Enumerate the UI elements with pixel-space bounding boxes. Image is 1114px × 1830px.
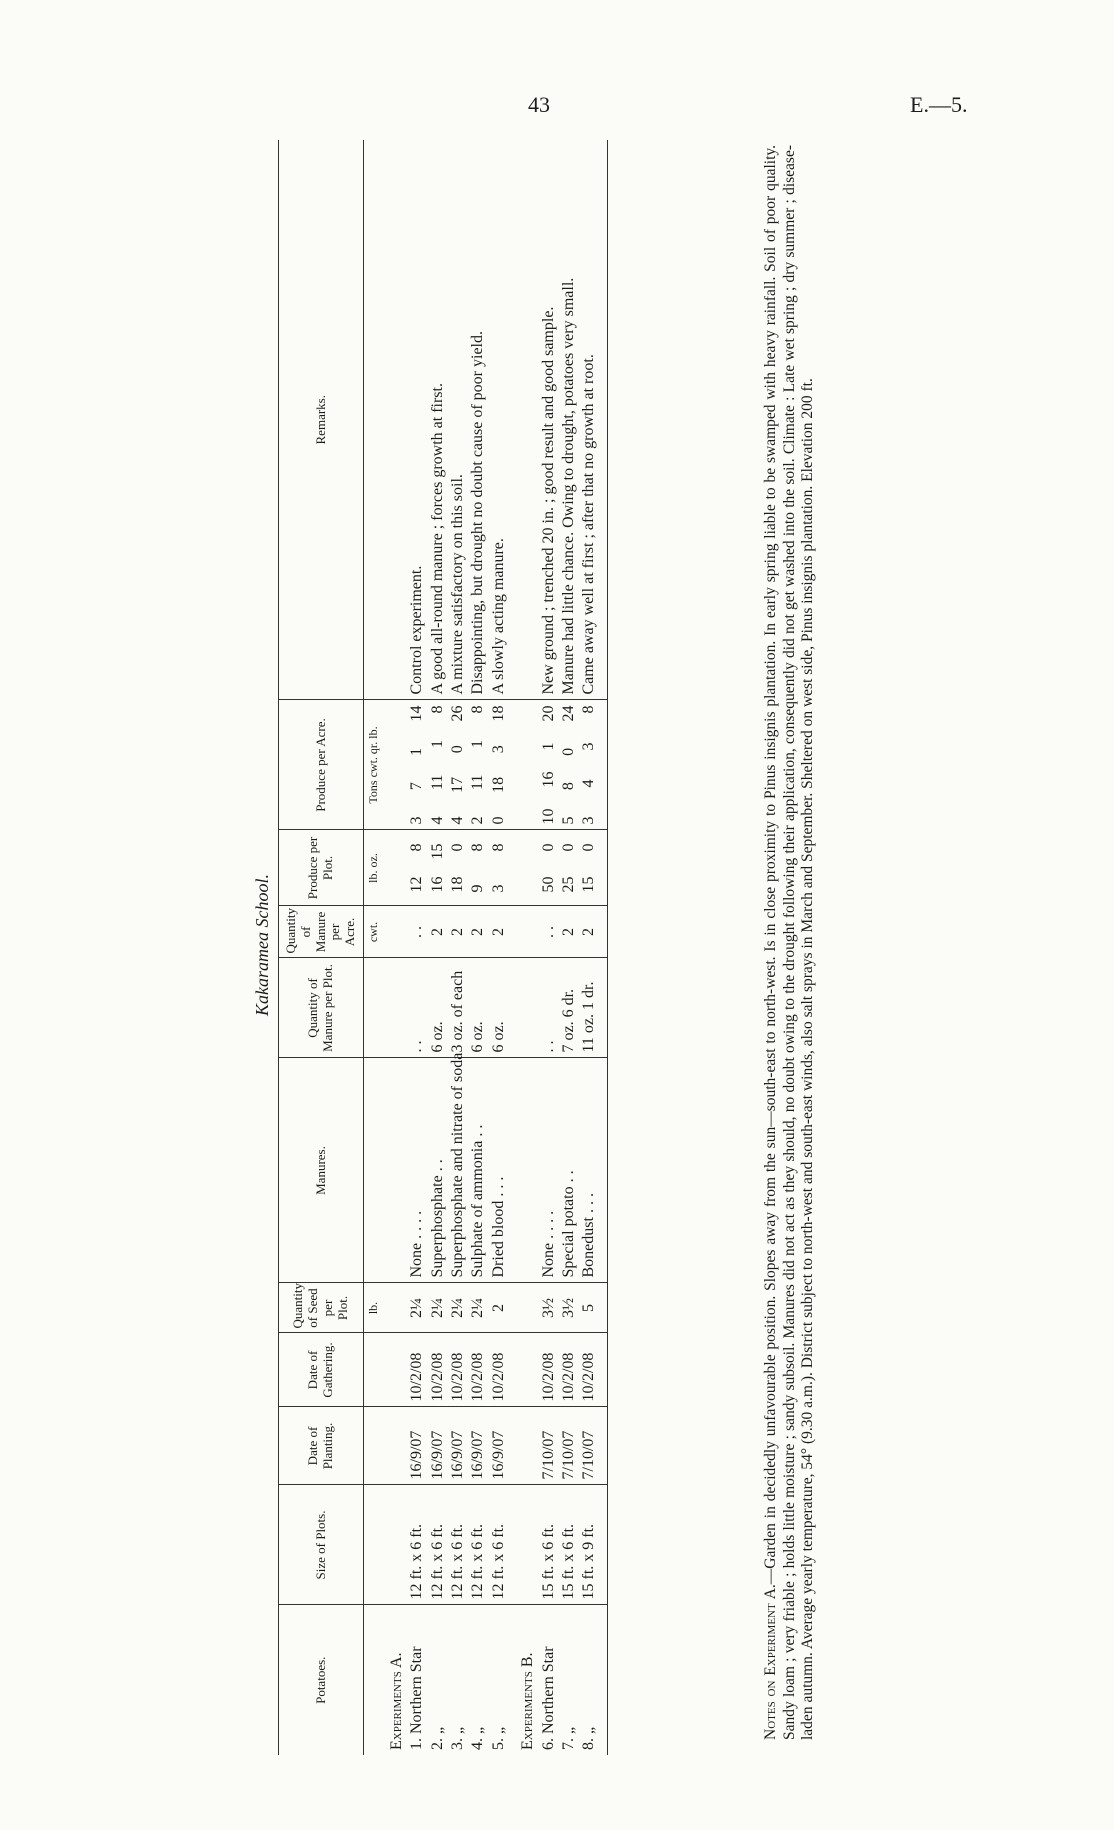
row-manure: Superphosphate and nitrate of soda	[448, 1058, 468, 1283]
row-produce-acre	[539, 700, 559, 830]
produce-plot-oz: 0	[539, 843, 557, 852]
row-gathering: 10/2/08	[448, 1333, 468, 1407]
row-remarks: A slowly acting manure.	[489, 140, 509, 700]
row-produce-plot	[539, 830, 559, 906]
row-manure-acre: 2	[579, 906, 607, 958]
row-seed: 3½	[539, 1283, 559, 1333]
produce-plot-oz: 8	[489, 843, 507, 852]
produce-plot-lb: 50	[539, 876, 557, 893]
document-reference: E.—5.	[910, 92, 968, 117]
produce-acre-lb: 26	[448, 705, 466, 722]
experiment-notes	[762, 145, 818, 1740]
row-size: 12 ft. x 6 ft.	[428, 1485, 448, 1605]
row-gathering: 10/2/08	[428, 1333, 448, 1407]
row-manure-plot: 7 oz. 6 dr.	[559, 958, 579, 1058]
row-planting: 16/9/07	[448, 1407, 468, 1485]
row-manure-acre: 2	[489, 906, 509, 958]
row-seed: 3½	[559, 1283, 579, 1333]
produce-acre-lb: 14	[408, 705, 426, 722]
unit-produce-acre: Tons cwt. qr. lb.	[364, 700, 387, 830]
col-planting: Date of Planting.	[279, 1407, 364, 1485]
produce-acre-tons: 10	[539, 808, 557, 825]
rotated-content	[250, 130, 890, 1760]
units-row	[364, 140, 387, 1755]
produce-acre-lb: 8	[469, 705, 487, 714]
produce-plot-lb: 3	[489, 884, 507, 893]
produce-acre-tons: 5	[559, 816, 577, 825]
produce-plot-oz: 0	[580, 843, 598, 852]
group-label-a: Experiments A.	[387, 1652, 405, 1750]
row-planting: 16/9/07	[428, 1407, 448, 1485]
row-manure: None . . . .	[407, 1058, 427, 1283]
table-row	[448, 140, 468, 1755]
table-row	[559, 140, 579, 1755]
produce-acre-cwt: 17	[448, 776, 466, 793]
produce-acre-lb: 8	[580, 705, 598, 714]
produce-acre-lb: 24	[559, 705, 577, 722]
table-row	[489, 140, 509, 1755]
col-remarks: Remarks.	[279, 140, 364, 700]
produce-acre-tons: 0	[489, 816, 507, 825]
row-planting: 7/10/07	[539, 1407, 559, 1485]
col-produce-plot: Produce per Plot.	[279, 830, 364, 906]
col-produce-acre: Produce per Acre.	[279, 700, 364, 830]
row-manure: Superphosphate . .	[428, 1058, 448, 1283]
row-seed: 2¼	[448, 1283, 468, 1333]
row-manure-acre: 2	[468, 906, 488, 958]
row-seed: 5	[579, 1283, 607, 1333]
produce-acre-cwt: 8	[559, 782, 577, 791]
row-manure-plot: . .	[539, 958, 559, 1058]
row-potato: 1. Northern Star	[408, 1646, 426, 1750]
produce-plot-lb: 9	[469, 884, 487, 893]
row-manure-plot: 6 oz.	[468, 958, 488, 1058]
row-potato: 4. „	[469, 1726, 487, 1750]
row-gathering: 10/2/08	[579, 1333, 607, 1407]
row-gathering: 10/2/08	[559, 1333, 579, 1407]
produce-acre-cwt: 11	[469, 774, 487, 790]
row-planting: 16/9/07	[489, 1407, 509, 1485]
row-manure: Dried blood . . .	[489, 1058, 509, 1283]
table-row	[579, 140, 607, 1755]
row-produce-plot	[448, 830, 468, 906]
col-potatoes: Potatoes.	[279, 1605, 364, 1755]
row-potato: 8. „	[579, 1605, 607, 1755]
row-manure-acre: 2	[559, 906, 579, 958]
produce-acre-qr: 3	[580, 742, 598, 751]
row-produce-plot	[489, 830, 509, 906]
row-produce-acre	[489, 700, 509, 830]
produce-plot-oz: 0	[448, 843, 466, 852]
row-gathering: 10/2/08	[489, 1333, 509, 1407]
produce-acre-qr: 0	[559, 747, 577, 756]
produce-plot-oz: 0	[559, 843, 577, 852]
row-remarks: A good all-round manure ; forces growth at first.	[428, 140, 448, 700]
group-row	[509, 140, 538, 1755]
page-number: 43	[528, 92, 550, 117]
row-produce-acre	[559, 700, 579, 830]
col-manure-acre: Quantity of Manure per Acre.	[279, 906, 364, 958]
row-manure-plot: 11 oz. 1 dr.	[579, 958, 607, 1058]
produce-acre-tons: 3	[580, 816, 598, 825]
produce-plot-oz: 8	[408, 843, 426, 852]
row-planting: 7/10/07	[579, 1407, 607, 1485]
row-potato: 3. „	[448, 1726, 466, 1750]
row-produce-plot	[407, 830, 427, 906]
row-manure-plot: . .	[407, 958, 427, 1058]
unit-manure-acre: cwt.	[364, 906, 387, 958]
unit-produce-plot: lb. oz.	[364, 830, 387, 906]
col-manure-plot: Quantity of Manure per Plot.	[279, 958, 364, 1058]
produce-acre-qr: 1	[539, 742, 557, 751]
row-seed: 2¼	[468, 1283, 488, 1333]
row-remarks: New ground ; trenched 20 in. ; good result and good sample.	[539, 140, 559, 700]
row-remarks: Manure had little chance. Owing to drought, potatoes very small.	[559, 140, 579, 700]
produce-acre-qr: 1	[408, 747, 426, 756]
row-produce-plot	[468, 830, 488, 906]
produce-acre-tons: 3	[408, 816, 426, 825]
row-produce-acre	[579, 700, 607, 830]
row-produce-acre	[428, 700, 448, 830]
produce-acre-cwt: 11	[428, 774, 446, 790]
produce-acre-lb: 20	[539, 705, 557, 722]
row-remarks: Disappointing, but drought no doubt cause of poor yield.	[468, 140, 488, 700]
produce-acre-cwt: 4	[580, 779, 598, 788]
potato-experiment-table	[278, 140, 608, 1755]
row-remarks: A mixture satisfactory on this soil.	[448, 140, 468, 700]
row-potato: 2. „	[428, 1726, 446, 1750]
row-produce-plot	[559, 830, 579, 906]
produce-acre-tons: 4	[428, 816, 446, 825]
row-manure-acre: 2	[448, 906, 468, 958]
row-produce-plot	[579, 830, 607, 906]
row-size: 15 ft. x 6 ft.	[559, 1485, 579, 1605]
row-manure-plot: 6 oz.	[428, 958, 448, 1058]
row-planting: 16/9/07	[407, 1407, 427, 1485]
produce-acre-qr: 0	[448, 745, 466, 754]
produce-plot-oz: 8	[469, 843, 487, 852]
row-planting: 7/10/07	[559, 1407, 579, 1485]
row-size: 15 ft. x 9 ft.	[579, 1485, 607, 1605]
row-potato: 5. „	[489, 1726, 507, 1750]
row-manure-acre: . .	[407, 906, 427, 958]
school-title: Kakaramea School.	[252, 874, 272, 1016]
row-size: 12 ft. x 6 ft.	[407, 1485, 427, 1605]
row-manure: None . . . .	[539, 1058, 559, 1283]
row-seed: 2	[489, 1283, 509, 1333]
row-potato: 6. Northern Star	[539, 1646, 557, 1750]
header-row	[279, 140, 364, 1755]
row-gathering: 10/2/08	[468, 1333, 488, 1407]
produce-acre-lb: 8	[428, 705, 446, 714]
row-manure: Special potato . .	[559, 1058, 579, 1283]
row-seed: 2¼	[428, 1283, 448, 1333]
row-produce-acre	[448, 700, 468, 830]
row-size: 12 ft. x 6 ft.	[448, 1485, 468, 1605]
produce-acre-lb: 18	[489, 705, 507, 722]
unit-seed: lb.	[364, 1283, 387, 1333]
col-manures: Manures.	[279, 1058, 364, 1283]
row-manure: Sulphate of ammonia . .	[468, 1058, 488, 1283]
row-size: 12 ft. x 6 ft.	[489, 1485, 509, 1605]
group-label-b: Experiments B.	[519, 1652, 537, 1750]
notes-label: Notes on Experiment A.	[762, 1584, 779, 1740]
col-gathering: Date of Gathering.	[279, 1333, 364, 1407]
produce-acre-qr: 1	[469, 740, 487, 749]
row-gathering: 10/2/08	[407, 1333, 427, 1407]
produce-acre-cwt: 7	[408, 782, 426, 791]
row-gathering: 10/2/08	[539, 1333, 559, 1407]
table-row	[468, 140, 488, 1755]
col-size: Size of Plots.	[279, 1485, 364, 1605]
produce-acre-cwt: 16	[539, 771, 557, 788]
row-size: 15 ft. x 6 ft.	[539, 1485, 559, 1605]
produce-plot-lb: 18	[448, 876, 466, 893]
produce-acre-tons: 4	[448, 816, 466, 825]
produce-plot-lb: 12	[408, 876, 426, 893]
row-potato: 7. „	[559, 1726, 577, 1750]
produce-acre-tons: 2	[469, 816, 487, 825]
row-manure: Bonedust . . .	[579, 1058, 607, 1283]
row-manure-acre: . .	[539, 906, 559, 958]
row-remarks: Control experiment.	[407, 140, 427, 700]
produce-plot-oz: 15	[428, 843, 446, 860]
table-row	[407, 140, 427, 1755]
row-manure-acre: 2	[428, 906, 448, 958]
row-produce-acre	[468, 700, 488, 830]
row-manure-plot: 6 oz.	[489, 958, 509, 1058]
group-row	[387, 140, 407, 1755]
row-remarks: Came away well at first ; after that no growth at root.	[579, 140, 607, 700]
col-seed: Quantity of Seed per Plot.	[279, 1283, 364, 1333]
produce-plot-lb: 15	[580, 876, 598, 893]
table-row	[428, 140, 448, 1755]
row-seed: 2¼	[407, 1283, 427, 1333]
row-planting: 16/9/07	[468, 1407, 488, 1485]
row-size: 12 ft. x 6 ft.	[468, 1485, 488, 1605]
produce-acre-qr: 3	[489, 745, 507, 754]
row-produce-plot	[428, 830, 448, 906]
produce-plot-lb: 16	[428, 876, 446, 893]
produce-acre-cwt: 18	[489, 776, 507, 793]
notes-text: —Garden in decidedly unfavourable position. Slopes away from the sun—south-east to north-west. Is in close proximity to Pinus insignis plantation. In early spring liable to be swamped with heavy rainfall. Soil of poor quality. Sandy loam ; very friable ; holds little moisture ; sandy subsoil. Manures did not act as they should, no doubt owing to the drought following their application, consequently did not get washed into the soil. Climate : Late wet spring ; dry summer ; disease-laden autumn. Average yearly temperature, 54° (9.30 a.m.). District subject to north-west and south-east winds, also salt sprays in March and September. Sheltered on west side, Pinus insignis plantation. Elevation 200 ft.	[762, 145, 817, 1740]
produce-plot-lb: 25	[559, 876, 577, 893]
produce-acre-qr: 1	[428, 740, 446, 749]
table-row	[539, 140, 559, 1755]
row-manure-plot: 3 oz. of each	[448, 958, 468, 1058]
row-produce-acre	[407, 700, 427, 830]
